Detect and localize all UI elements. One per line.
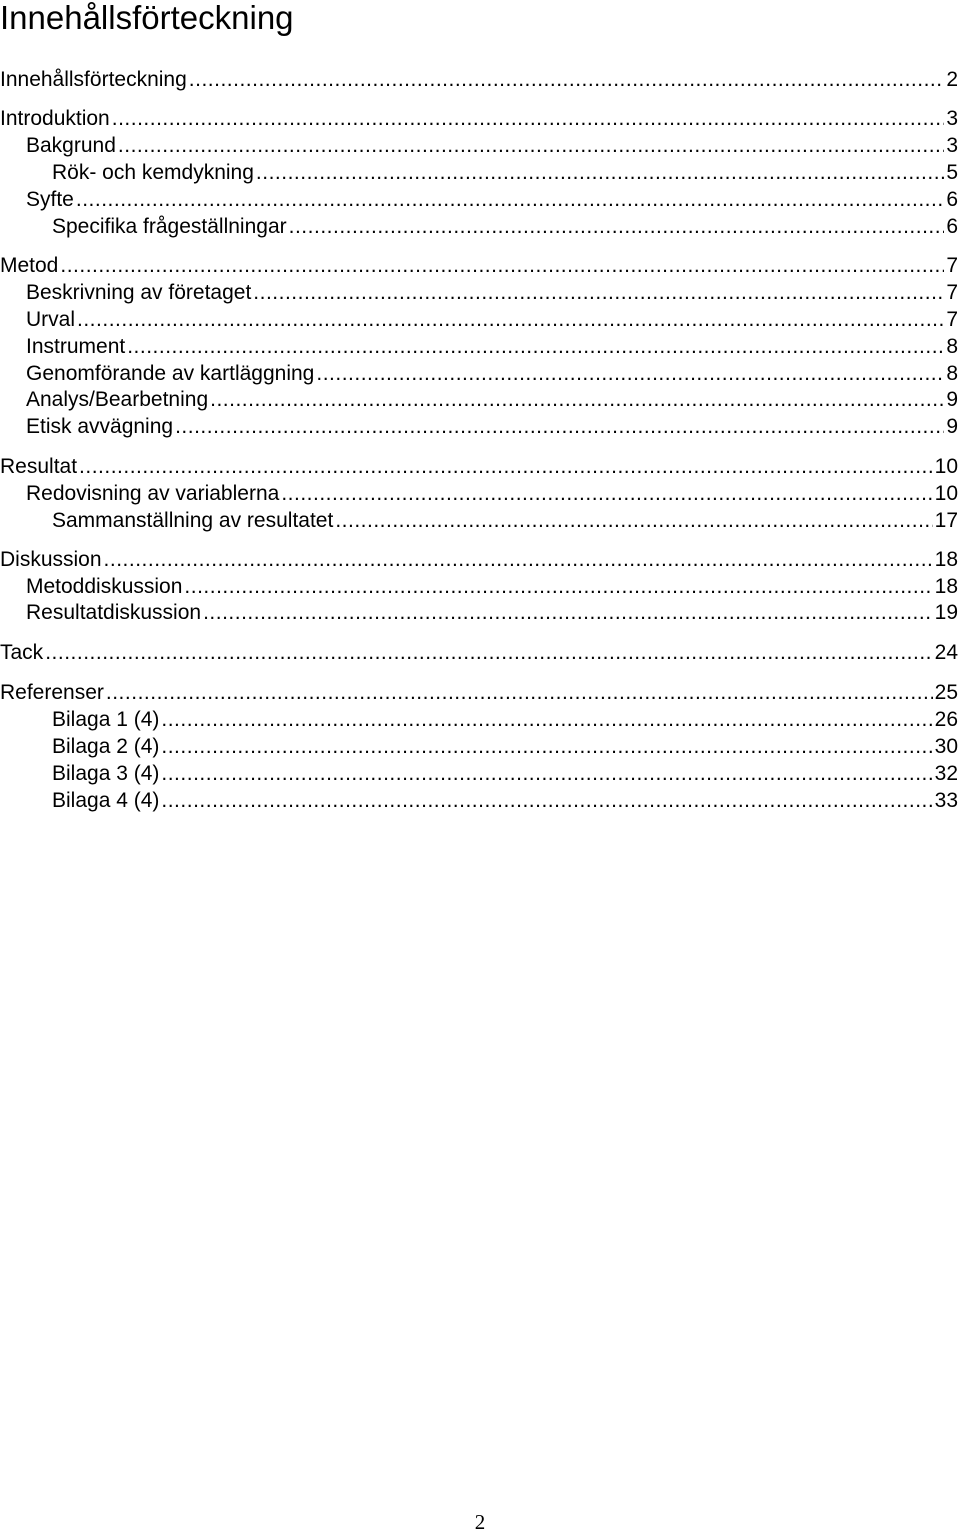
toc-entry-page: 3 (946, 107, 958, 130)
toc-entry-label: Urval (26, 308, 76, 331)
toc-entry-specifika-fragestallningar[interactable] (52, 215, 958, 239)
dot-leader (60, 254, 944, 278)
toc-entry-page: 7 (946, 281, 958, 304)
toc-entry-label: Syfte (26, 188, 74, 211)
toc-entry-label: Metod (0, 254, 59, 277)
toc-entry-page: 10 (934, 482, 958, 505)
toc-entry-page: 19 (934, 601, 958, 624)
toc-entry-label: Bilaga 4 (4) (52, 789, 160, 812)
toc-entry-metod[interactable] (0, 254, 958, 278)
toc-entry-resultat[interactable] (0, 455, 958, 479)
toc-entry-label: Beskrivning av företaget (26, 281, 252, 304)
toc-entry-page: 6 (946, 188, 958, 211)
dot-leader (106, 681, 933, 705)
toc-entry-instrument[interactable] (26, 335, 958, 359)
toc-entry-rok-och-kemdykning[interactable] (52, 161, 958, 185)
dot-leader (256, 161, 944, 185)
toc-entry-label: Bilaga 1 (4) (52, 708, 160, 731)
toc-entry-page: 9 (946, 415, 958, 438)
toc-entry-label: Referenser (0, 681, 104, 704)
toc-entry-analys-bearbetning[interactable] (26, 388, 958, 412)
dot-leader (253, 281, 944, 305)
toc-entry-label: Bilaga 2 (4) (52, 735, 160, 758)
toc-entry-referenser[interactable] (0, 681, 958, 705)
toc-entry-label: Bilaga 3 (4) (52, 762, 160, 785)
toc-entry-page: 8 (946, 362, 958, 385)
toc-entry-beskrivning-av-foretaget[interactable] (26, 281, 958, 305)
dot-leader (203, 601, 933, 625)
toc-entry-bilaga-1[interactable] (52, 708, 958, 732)
dot-leader (161, 735, 932, 759)
toc-entry-label: Specifika frågeställningar (52, 215, 287, 238)
toc-entry-page: 32 (934, 762, 958, 785)
toc-entry-bilaga-3[interactable] (52, 762, 958, 786)
toc-entry-label: Tack (0, 641, 44, 664)
dot-leader (161, 762, 932, 786)
toc-entry-label: Rök- och kemdykning (52, 161, 254, 184)
toc-entry-label: Bakgrund (26, 134, 116, 157)
toc-entry-resultatdiskussion[interactable] (26, 601, 958, 625)
page-title: Innehållsförteckning (0, 0, 294, 36)
toc-entry-label: Etisk avvägning (26, 415, 174, 438)
toc-entry-page: 9 (946, 388, 958, 411)
page-number: 2 (474, 1510, 486, 1534)
toc-entry-redovisning-av-variablerna[interactable] (26, 482, 958, 506)
toc-entry-page: 2 (946, 68, 958, 91)
toc-entry-label: Redovisning av variablerna (26, 482, 280, 505)
toc-entry-bakgrund[interactable] (26, 134, 958, 158)
dot-leader (175, 415, 944, 439)
toc-entry-label: Introduktion (0, 107, 110, 130)
dot-leader (45, 641, 932, 665)
toc-entry-label: Metoddiskussion (26, 575, 183, 598)
dot-leader (77, 308, 944, 332)
toc-entry-page: 6 (946, 215, 958, 238)
dot-leader (184, 575, 932, 599)
toc-entry-etisk-avvagning[interactable] (26, 415, 958, 439)
dot-leader (189, 68, 945, 92)
toc-entry-label: Instrument (26, 335, 126, 358)
toc-entry-tack[interactable] (0, 641, 958, 665)
dot-leader (76, 188, 944, 212)
toc-entry-label: Analys/Bearbetning (26, 388, 209, 411)
dot-leader (316, 362, 944, 386)
toc-entry-page: 33 (934, 789, 958, 812)
toc-entry-metoddiskussion[interactable] (26, 575, 958, 599)
toc-entry-page: 7 (946, 254, 958, 277)
dot-leader (79, 455, 933, 479)
toc-entry-page: 18 (934, 548, 958, 571)
toc-entry-label: Sammanställning av resultatet (52, 509, 334, 532)
dot-leader (161, 789, 932, 813)
toc-entry-page: 26 (934, 708, 958, 731)
toc-entry-label: Resultat (0, 455, 78, 478)
toc-entry-label: Resultatdiskussion (26, 601, 202, 624)
toc-entry-label: Innehållsförteckning (0, 68, 187, 91)
toc-entry-label: Diskussion (0, 548, 102, 571)
toc-entry-page: 24 (934, 641, 958, 664)
dot-leader (161, 708, 932, 732)
dot-leader (210, 388, 944, 412)
toc-entry-page: 7 (946, 308, 958, 331)
dot-leader (335, 509, 932, 533)
toc-entry-page: 8 (946, 335, 958, 358)
dot-leader (118, 134, 944, 158)
toc-entry-sammanstallning-av-resultatet[interactable] (52, 509, 958, 533)
toc-entry-page: 5 (946, 161, 958, 184)
toc-entry-introduktion[interactable] (0, 107, 958, 131)
toc-entry-diskussion[interactable] (0, 548, 958, 572)
toc-entry-page: 18 (934, 575, 958, 598)
dot-leader (104, 548, 933, 572)
toc-entry-urval[interactable] (26, 308, 958, 332)
toc-entry-syfte[interactable] (26, 188, 958, 212)
dot-leader (289, 215, 945, 239)
toc-entry-label: Genomförande av kartläggning (26, 362, 315, 385)
toc-entry-page: 3 (946, 134, 958, 157)
dot-leader (112, 107, 945, 131)
toc-entry-innehallsforteckning[interactable] (0, 68, 958, 92)
toc-entry-page: 10 (934, 455, 958, 478)
toc-entry-page: 30 (934, 735, 958, 758)
dot-leader (127, 335, 944, 359)
toc-entry-page: 25 (934, 681, 958, 704)
toc-entry-bilaga-2[interactable] (52, 735, 958, 759)
toc-entry-genomforande-av-kartlaggning[interactable] (26, 362, 958, 386)
dot-leader (281, 482, 932, 506)
toc-entry-page: 17 (934, 509, 958, 532)
toc-entry-bilaga-4[interactable] (52, 789, 958, 813)
